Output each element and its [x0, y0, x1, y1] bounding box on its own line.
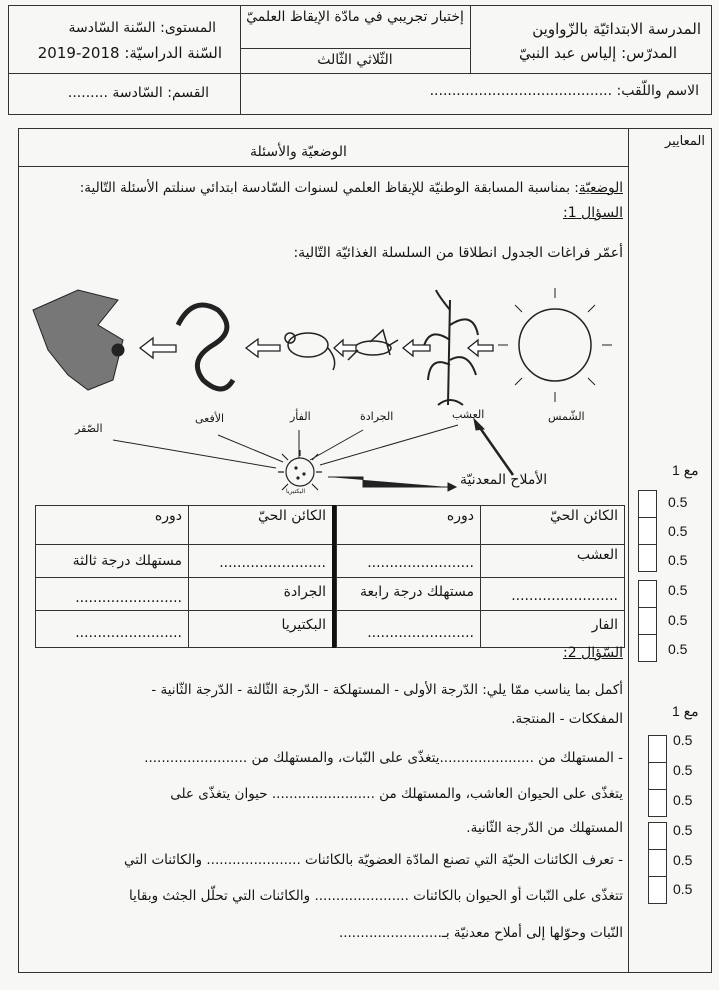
q2-line[interactable]: يتغذّى على الحيوان العاشب، والمستهلك من ........................ حيوان يتغذّى على — [170, 786, 623, 802]
chain-arrows — [140, 338, 493, 358]
blank-cell[interactable]: ........................ — [35, 610, 189, 648]
blank-cell[interactable]: ........................ — [336, 610, 481, 648]
school-name: المدرسة الابتدائيّة بالزّواوين — [532, 20, 701, 38]
criteria-header: المعايير — [664, 134, 705, 149]
label-bacteria: البكتيريا — [286, 488, 306, 495]
blank-cell[interactable]: ........................ — [35, 577, 189, 611]
mark-score: 0.5 — [673, 881, 693, 897]
blank-cell[interactable]: ........................ — [188, 544, 333, 578]
label-eagle: الصّقر — [75, 422, 103, 435]
label-snake: الأفعى — [195, 412, 225, 425]
header-role-1: دوره — [336, 505, 481, 545]
mark-box[interactable] — [638, 490, 657, 518]
mark-box[interactable] — [638, 517, 657, 545]
q2-label: السّؤال 2: — [562, 645, 623, 661]
cell: العشب — [480, 544, 625, 578]
bacteria-icon — [278, 450, 322, 490]
cell: الجرادة — [188, 577, 333, 611]
mark-score: 0.5 — [668, 641, 688, 657]
situation — [80, 180, 623, 196]
mark-box[interactable] — [638, 607, 657, 635]
mark-score: 0.5 — [673, 732, 693, 748]
questions-header: الوضعيّة والأسئلة — [250, 144, 347, 160]
mark-box[interactable] — [648, 762, 667, 790]
q2-line[interactable]: - تعرف الكائنات الحيّة التي تصنع المادّة العضويّة بالكائنات ...................... والكائنات التي — [123, 852, 623, 868]
mark-box[interactable] — [648, 876, 667, 904]
mark-score: 0.5 — [673, 852, 693, 868]
mark-score: 0.5 — [673, 762, 693, 778]
mark-box[interactable] — [648, 735, 667, 763]
label-grass: العشب — [452, 408, 485, 421]
criteria-group-2: مع 1 — [672, 703, 699, 719]
mark-box[interactable] — [638, 634, 657, 662]
class-field[interactable]: القسم: السّادسة ......... — [67, 85, 209, 101]
cell: مستهلك درجة رابعة — [336, 577, 481, 611]
decomposition-arrows — [113, 419, 513, 491]
mark-box[interactable] — [648, 849, 667, 877]
mark-score: 0.5 — [673, 792, 693, 808]
mark-box[interactable] — [638, 580, 657, 608]
school-year: السّنة الدراسيّة: 2018-2019 — [37, 44, 222, 62]
trimester: الثّلاثي الثّالث — [317, 52, 393, 68]
q2-line[interactable]: النّبات وحوّلها إلى أملاح معدنيّة بـ........................ — [338, 925, 623, 941]
mark-score: 0.5 — [668, 552, 688, 568]
cell: البكتيريا — [188, 610, 333, 648]
mouse-icon — [285, 333, 335, 370]
header-role-2: دوره — [35, 505, 189, 545]
q2-line[interactable]: - المستهلك من ......................يتغذّى على النّبات، والمستهلك من ........................ — [144, 750, 623, 766]
label-mouse: الفأر — [290, 410, 311, 423]
q2-line: أكمل بما يناسب ممّا يلي: الدّرجة الأولى - المستهلكة - الدّرجة الثّالثة - الدّرجة الثّانية - — [151, 682, 623, 698]
blank-cell[interactable]: ........................ — [480, 577, 625, 611]
criteria-group-1: مع 1 — [672, 462, 699, 478]
table-divider — [332, 505, 336, 648]
mark-box[interactable] — [648, 822, 667, 850]
header-organism-1: الكائن الحيّ — [480, 505, 625, 545]
level: المستوى: السّنة السّادسة — [68, 20, 216, 36]
mark-score: 0.5 — [668, 494, 688, 510]
mark-box[interactable] — [648, 789, 667, 817]
mark-score: 0.5 — [673, 822, 693, 838]
label-locust: الجرادة — [360, 410, 394, 423]
cell: الفار — [480, 610, 625, 648]
blank-cell[interactable]: ........................ — [336, 544, 481, 578]
food-chain-diagram — [18, 280, 628, 500]
header-organism-2: الكائن الحيّ — [188, 505, 333, 545]
q2-line[interactable]: تتغذّى على النّبات أو الحيوان بالكائنات ...................... والكائنات التي تحلّل الجثث وبقايا — [129, 888, 623, 904]
mark-score: 0.5 — [668, 582, 688, 598]
cell: مستهلك درجة ثالثة — [35, 544, 189, 578]
snake-icon — [178, 305, 233, 389]
q1-instruction: أعمّر فراغات الجدول انطلاقا من السلسلة الغذائيّة التّالية: — [293, 245, 623, 261]
sun-icon — [498, 288, 612, 402]
q1-label: السؤال 1: — [562, 205, 623, 221]
eagle-icon — [33, 290, 124, 390]
teacher-name: المدرّس: إلياس عبد النبيّ — [519, 44, 677, 62]
mark-score: 0.5 — [668, 612, 688, 628]
mark-box[interactable] — [638, 544, 657, 572]
q2-line: المستهلك من الدّرجة الثّانية. — [466, 820, 623, 836]
situation-text: : بمناسبة المسابقة الوطنيّة للإيقاظ العلمي لسنوات السّادسة ابتدائي سنلتم الأسئلة التّالية: — [79, 180, 579, 196]
situation-label: الوضعيّة — [578, 180, 623, 196]
q2-line: المفككات - المنتجة. — [511, 711, 623, 727]
label-sun: الشّمس — [548, 410, 585, 423]
name-field[interactable]: الاسم واللّقب: ......................................... — [429, 83, 699, 99]
exam-title: إختبار تجريبي في مادّة الإيقاظ العلميّ — [246, 9, 464, 25]
mark-score: 0.5 — [668, 523, 688, 539]
label-minerals: الأملاح المعدنيّة — [460, 472, 548, 488]
